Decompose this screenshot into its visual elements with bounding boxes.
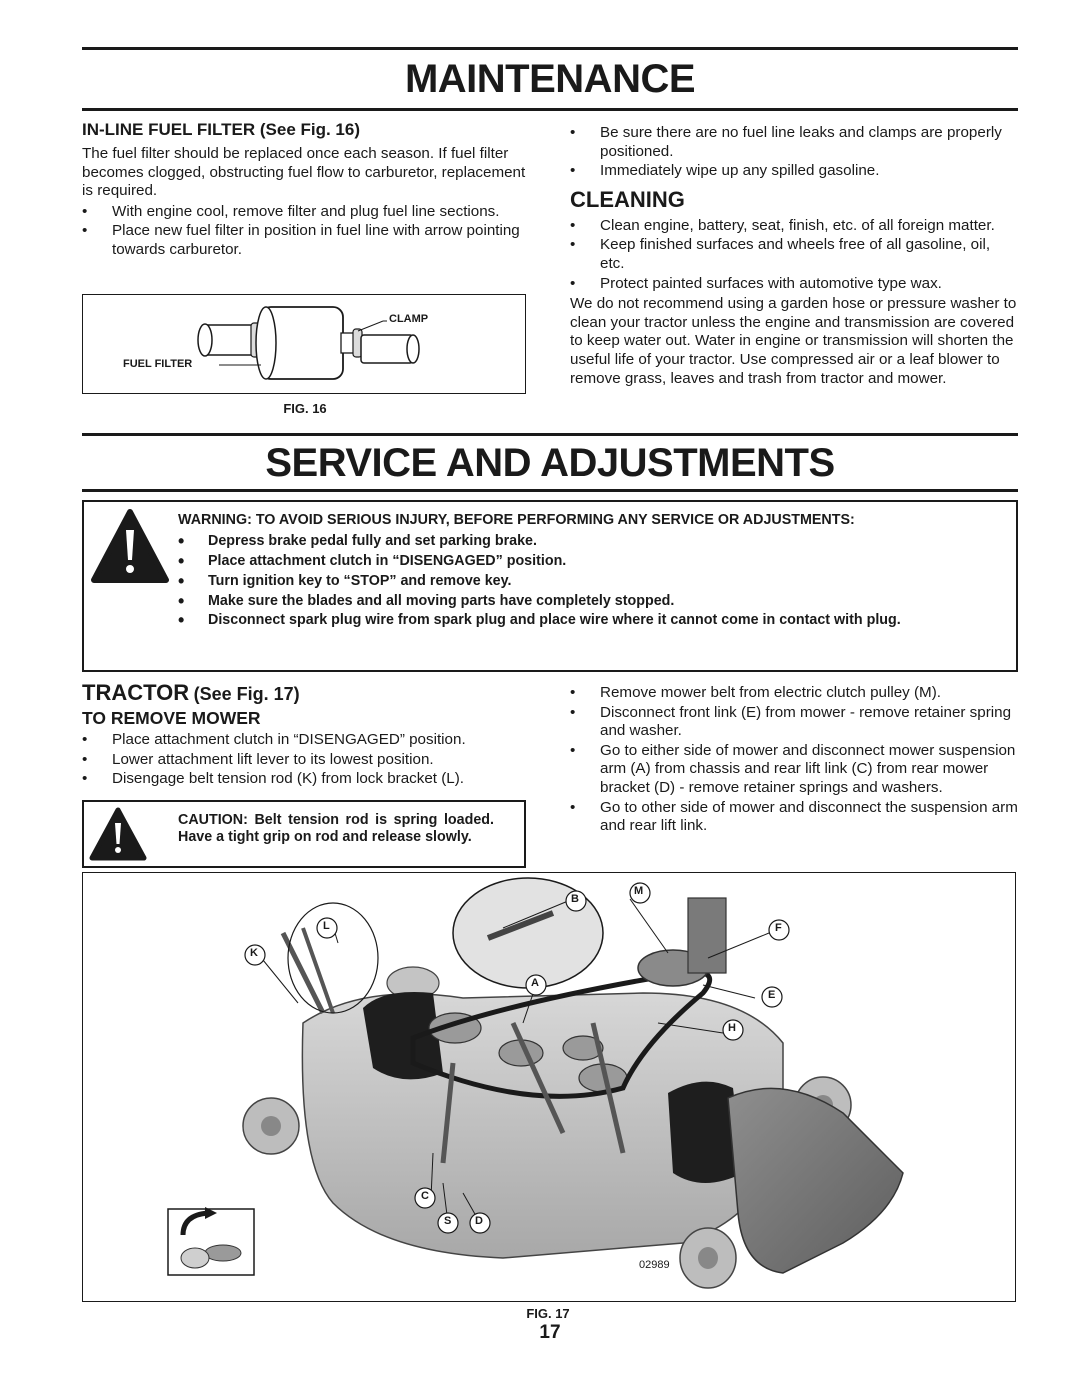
warning-content: [178, 511, 988, 629]
callout-a: A: [531, 977, 539, 989]
cleaning-bullets: [570, 217, 1018, 293]
list-item: • Place new fuel filter in position in fuel line with arrow pointing towards carburetor.: [82, 222, 528, 259]
callout-b: B: [571, 893, 579, 905]
list-item: • Disconnect spark plug wire from spark plug and place wire where it cannot come in contact with plug.: [178, 611, 988, 629]
service-title-rule: [82, 489, 1018, 492]
callout-d: D: [475, 1215, 483, 1227]
list-item: • Disengage belt tension rod (K) from lock bracket (L).: [82, 770, 528, 789]
service-top-rule: [82, 433, 1018, 436]
fuel-filter-heading: IN-LINE FUEL FILTER (See Fig. 16): [82, 120, 361, 139]
fuel-filter-section: [82, 120, 528, 261]
list-item: • Lower attachment lift lever to its lowest position.: [82, 751, 528, 770]
fuel-filter-illustration: [83, 295, 525, 393]
warning-icon: [90, 508, 170, 584]
tractor-left-column: [82, 680, 528, 790]
list-item: • Turn ignition key to “STOP” and remove key.: [178, 571, 988, 591]
caution-text: CAUTION: Belt tension rod is spring loaded. Have a tight grip on rod and release slowly.: [178, 812, 494, 845]
disconnect-bullets: [570, 684, 1018, 836]
fig17-caption: FIG. 17: [526, 1306, 570, 1321]
remove-mower-bullets: [82, 731, 528, 789]
fuel-filter-label: FUEL FILTER: [123, 358, 193, 370]
callout-e: E: [768, 989, 776, 1001]
tractor-right-column: [570, 684, 1018, 837]
list-item: • Protect painted surfaces with automotive type wax.: [570, 275, 1018, 294]
callout-l: L: [323, 920, 330, 932]
list-item: • Place attachment clutch in “DISENGAGED” position.: [82, 731, 528, 750]
fuel-line-bullets: [570, 124, 1018, 181]
tractor-heading-main: TRACTOR: [82, 680, 190, 705]
maintenance-title: MAINTENANCE: [404, 57, 696, 101]
list-item: • Immediately wipe up any spilled gasoline.: [570, 162, 1018, 181]
mower-deck-illustration: [83, 873, 1015, 1301]
clamp-label: CLAMP: [389, 313, 429, 325]
part-number: 02989: [639, 1259, 670, 1271]
maintenance-right-column: [570, 124, 1018, 388]
warning-heading: WARNING: TO AVOID SERIOUS INJURY, BEFORE PERFORMING ANY SERVICE OR ADJUSTMENTS:: [178, 512, 855, 528]
top-rule: [82, 47, 1018, 50]
cleaning-paragraph: We do not recommend using a garden hose or pressure washer to clean your tractor unless the engine and transmission are covered to keep water out. Water in engine or transmission will shorten the useful life of your tractor. Use compressed air or a leaf blower to remove grass, leaves and trash from tractor and mower.: [570, 295, 1017, 387]
page-number: 17: [539, 1322, 561, 1343]
fuel-filter-intro: The fuel filter should be replaced once each season. If fuel filter becomes clogged, obstructing fuel flow to carburetor, replacement is required.: [82, 145, 526, 200]
cleaning-heading: CLEANING: [570, 186, 685, 212]
callout-s: S: [444, 1215, 452, 1227]
list-item: • Disconnect front link (E) from mower - remove retainer spring and washer.: [570, 704, 1018, 741]
fig16-box: [82, 294, 526, 394]
list-item: • Place attachment clutch in “DISENGAGED” position.: [178, 551, 988, 571]
list-item: • Depress brake pedal fully and set parking brake.: [178, 531, 988, 551]
list-item: • Go to other side of mower and disconnect the suspension arm and rear lift link.: [570, 799, 1018, 836]
list-item: • Go to either side of mower and disconnect mower suspension arm (A) from chassis and rear lift link (C) from rear mower bracket (D) - remove retainer springs and washers.: [570, 742, 1018, 798]
tractor-heading-ref: (See Fig. 17): [193, 684, 300, 704]
fuel-filter-bullets: [82, 203, 528, 260]
warning-box: [82, 500, 1018, 672]
list-item: • Make sure the blades and all moving parts have completely stopped.: [178, 591, 988, 611]
callout-h: H: [728, 1022, 736, 1034]
service-title: SERVICE AND ADJUSTMENTS: [265, 441, 835, 485]
list-item: • Keep finished surfaces and wheels free of all gasoline, oil, etc.: [570, 236, 1018, 273]
callout-c: C: [421, 1190, 429, 1202]
warning-bullets: [178, 531, 988, 629]
caution-icon: [88, 806, 148, 862]
caution-box: [82, 800, 526, 868]
list-item: • With engine cool, remove filter and plug fuel line sections.: [82, 203, 528, 222]
list-item: • Clean engine, battery, seat, finish, etc. of all foreign matter.: [570, 217, 1018, 236]
list-item: • Remove mower belt from electric clutch pulley (M).: [570, 684, 1018, 703]
remove-mower-heading: TO REMOVE MOWER: [82, 708, 261, 728]
fig16-caption: FIG. 16: [283, 401, 327, 416]
fig17-box: [82, 872, 1016, 1302]
maintenance-title-rule: [82, 108, 1018, 111]
callout-m: M: [634, 885, 644, 897]
list-item: • Be sure there are no fuel line leaks and clamps are properly positioned.: [570, 124, 1018, 161]
callout-k: K: [250, 947, 258, 959]
callout-f: F: [775, 922, 782, 934]
tractor-heading: [82, 680, 528, 706]
